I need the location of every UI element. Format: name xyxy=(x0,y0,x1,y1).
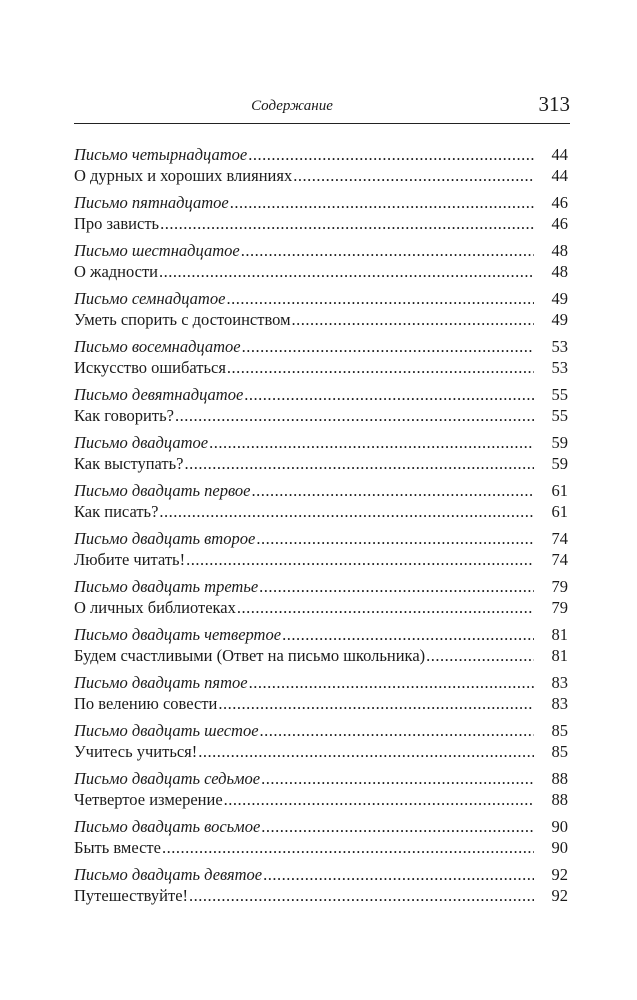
entry-page-number: 49 xyxy=(551,310,568,329)
entry-page-number: 81 xyxy=(551,625,568,644)
entry-page-number: 90 xyxy=(551,838,568,857)
entry-title: Письмо двадцать второе xyxy=(74,529,256,548)
leader-dots xyxy=(261,768,534,789)
toc-entry-letter[interactable] xyxy=(74,288,568,309)
leader-dots xyxy=(159,261,534,282)
entry-title: Письмо двадцать первое xyxy=(74,481,251,500)
entry-page-number: 74 xyxy=(551,529,568,548)
toc-group xyxy=(74,576,568,618)
toc-entry-essay[interactable] xyxy=(74,885,568,906)
entry-title: О дурных и хороших влияниях xyxy=(74,166,293,185)
toc-entry-essay[interactable] xyxy=(74,309,568,330)
entry-page-number: 90 xyxy=(551,817,568,836)
toc-entry-essay[interactable] xyxy=(74,741,568,762)
leader-dots xyxy=(282,624,534,645)
entry-page-number: 49 xyxy=(551,289,568,308)
toc-group xyxy=(74,816,568,858)
toc-entry-letter[interactable] xyxy=(74,576,568,597)
entry-title: Письмо двадцать шестое xyxy=(74,721,259,740)
entry-page-number: 85 xyxy=(551,742,568,761)
toc-entry-essay[interactable] xyxy=(74,165,568,186)
entry-page-number: 61 xyxy=(551,502,568,521)
leader-dots xyxy=(237,597,534,618)
entry-page-number: 92 xyxy=(551,886,568,905)
entry-title: Письмо восемнадцатое xyxy=(74,337,241,356)
toc-entry-essay[interactable] xyxy=(74,645,568,666)
toc-entry-letter[interactable] xyxy=(74,528,568,549)
entry-title: О жадности xyxy=(74,262,159,281)
entry-page-number: 55 xyxy=(551,406,568,425)
leader-dots xyxy=(252,480,535,501)
toc-entry-essay[interactable] xyxy=(74,549,568,570)
entry-page-number: 44 xyxy=(551,166,568,185)
leader-dots xyxy=(230,192,534,213)
toc-group xyxy=(74,624,568,666)
toc-group xyxy=(74,672,568,714)
leader-dots xyxy=(244,384,534,405)
entry-title: Письмо двадцать девятое xyxy=(74,865,263,884)
page-header xyxy=(74,92,570,120)
entry-title: Как выступать? xyxy=(74,454,184,473)
leader-dots xyxy=(224,789,534,810)
entry-title: Письмо двадцать восьмое xyxy=(74,817,261,836)
entry-page-number: 59 xyxy=(551,454,568,473)
toc-group xyxy=(74,432,568,474)
entry-title: Письмо двадцать пятое xyxy=(74,673,248,692)
entry-page-number: 81 xyxy=(551,646,568,665)
entry-title: Четвертое измерение xyxy=(74,790,223,809)
toc-group xyxy=(74,144,568,186)
entry-title: Про зависть xyxy=(74,214,160,233)
entry-page-number: 48 xyxy=(551,262,568,281)
entry-title: Письмо пятнадцатое xyxy=(74,193,229,212)
entry-title: Письмо двадцать четвертое xyxy=(74,625,282,644)
entry-title: Письмо девятнадцатое xyxy=(74,385,244,404)
toc-entry-essay[interactable] xyxy=(74,213,568,234)
leader-dots xyxy=(227,357,534,378)
leader-dots xyxy=(189,885,534,906)
leader-dots xyxy=(162,837,534,858)
entry-title: По велению совести xyxy=(74,694,218,713)
toc-entry-essay[interactable] xyxy=(74,837,568,858)
toc-entry-essay[interactable] xyxy=(74,405,568,426)
entry-title: О личных библиотеках xyxy=(74,598,236,617)
toc-group xyxy=(74,192,568,234)
leader-dots xyxy=(256,528,534,549)
leader-dots xyxy=(261,816,534,837)
toc-group xyxy=(74,864,568,906)
toc-entry-essay[interactable] xyxy=(74,597,568,618)
entry-page-number: 53 xyxy=(551,337,568,356)
toc-entry-letter[interactable] xyxy=(74,864,568,885)
entry-title: Путешествуйте! xyxy=(74,886,189,905)
toc-entry-letter[interactable] xyxy=(74,624,568,645)
table-of-contents xyxy=(74,144,568,912)
entry-title: Учитесь учиться! xyxy=(74,742,198,761)
toc-entry-letter[interactable] xyxy=(74,432,568,453)
leader-dots xyxy=(175,405,534,426)
toc-group xyxy=(74,336,568,378)
leader-dots xyxy=(248,144,534,165)
leader-dots xyxy=(260,720,534,741)
toc-entry-letter[interactable] xyxy=(74,768,568,789)
entry-page-number: 44 xyxy=(551,145,568,164)
entry-page-number: 55 xyxy=(551,385,568,404)
leader-dots xyxy=(426,645,534,666)
entry-title: Как говорить? xyxy=(74,406,174,425)
toc-entry-essay[interactable] xyxy=(74,357,568,378)
toc-entry-letter[interactable] xyxy=(74,720,568,741)
toc-entry-letter[interactable] xyxy=(74,336,568,357)
entry-page-number: 53 xyxy=(551,358,568,377)
leader-dots xyxy=(242,336,534,357)
running-title: Содержание xyxy=(251,98,333,114)
toc-group xyxy=(74,480,568,522)
toc-group xyxy=(74,768,568,810)
leader-dots xyxy=(184,453,534,474)
leader-dots xyxy=(160,213,534,234)
entry-page-number: 83 xyxy=(551,673,568,692)
entry-title: Будем счастливыми (Ответ на письмо школьника) xyxy=(74,646,426,665)
toc-entry-letter[interactable] xyxy=(74,240,568,261)
leader-dots xyxy=(198,741,534,762)
toc-group xyxy=(74,288,568,330)
leader-dots xyxy=(241,240,534,261)
toc-entry-essay[interactable] xyxy=(74,261,568,282)
leader-dots xyxy=(186,549,534,570)
header-rule xyxy=(74,123,570,124)
leader-dots xyxy=(263,864,534,885)
toc-group xyxy=(74,240,568,282)
entry-title: Письмо двадцать седьмое xyxy=(74,769,261,788)
entry-page-number: 88 xyxy=(551,769,568,788)
toc-entry-letter[interactable] xyxy=(74,672,568,693)
leader-dots xyxy=(159,501,534,522)
page-number: 313 xyxy=(538,92,570,116)
toc-entry-essay[interactable] xyxy=(74,789,568,810)
entry-page-number: 46 xyxy=(551,193,568,212)
toc-entry-essay[interactable] xyxy=(74,453,568,474)
entry-page-number: 83 xyxy=(551,694,568,713)
entry-title: Письмо шестнадцатое xyxy=(74,241,240,260)
entry-page-number: 46 xyxy=(551,214,568,233)
entry-page-number: 85 xyxy=(551,721,568,740)
entry-page-number: 92 xyxy=(551,865,568,884)
entry-title: Искусство ошибаться xyxy=(74,358,226,377)
toc-entry-letter[interactable] xyxy=(74,192,568,213)
entry-page-number: 48 xyxy=(551,241,568,260)
leader-dots xyxy=(218,693,534,714)
toc-entry-essay[interactable] xyxy=(74,693,568,714)
entry-page-number: 79 xyxy=(551,598,568,617)
leader-dots xyxy=(292,309,534,330)
toc-entry-letter[interactable] xyxy=(74,816,568,837)
entry-title: Уметь спорить с достоинством xyxy=(74,310,291,329)
leader-dots xyxy=(259,576,534,597)
entry-title: Быть вместе xyxy=(74,838,161,857)
entry-title: Письмо четырнадцатое xyxy=(74,145,248,164)
leader-dots xyxy=(293,165,534,186)
entry-page-number: 88 xyxy=(551,790,568,809)
toc-group xyxy=(74,528,568,570)
entry-title: Как писать? xyxy=(74,502,159,521)
entry-title: Любите читать! xyxy=(74,550,186,569)
entry-page-number: 74 xyxy=(551,550,568,569)
entry-title: Письмо семнадцатое xyxy=(74,289,226,308)
entry-title: Письмо двадцать третье xyxy=(74,577,259,596)
toc-entry-essay[interactable] xyxy=(74,501,568,522)
leader-dots xyxy=(249,672,534,693)
entry-page-number: 79 xyxy=(551,577,568,596)
toc-group xyxy=(74,384,568,426)
entry-page-number: 61 xyxy=(551,481,568,500)
leader-dots xyxy=(226,288,534,309)
leader-dots xyxy=(209,432,534,453)
entry-title: Письмо двадцатое xyxy=(74,433,209,452)
toc-entry-letter[interactable] xyxy=(74,480,568,501)
entry-page-number: 59 xyxy=(551,433,568,452)
toc-entry-letter[interactable] xyxy=(74,144,568,165)
toc-group xyxy=(74,720,568,762)
toc-entry-letter[interactable] xyxy=(74,384,568,405)
